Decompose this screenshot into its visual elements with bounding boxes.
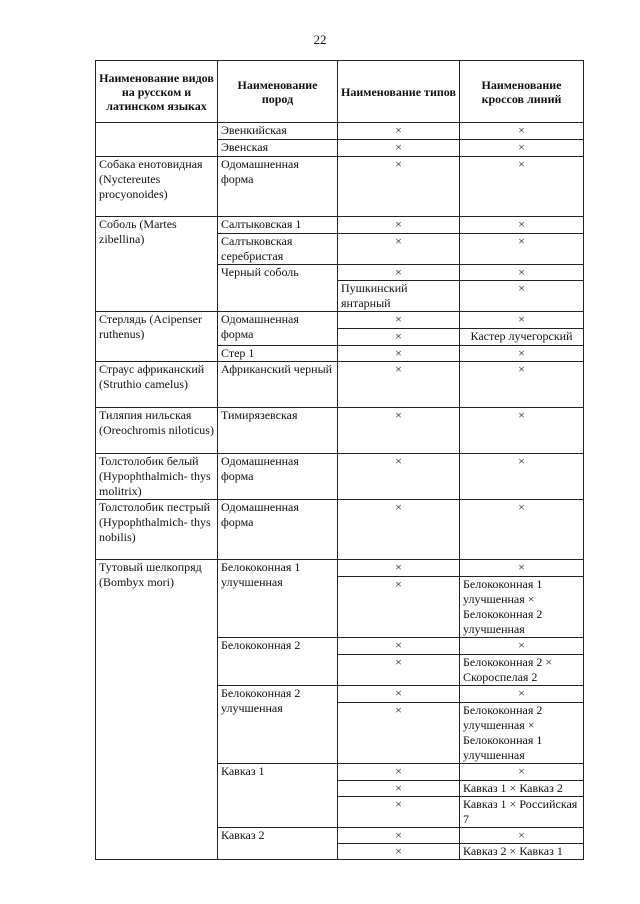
species-cell: Толстолобик белый (Hypophthalmich- thys molitrix) [96,454,218,500]
header-species: Наименование видов на русском и латинском языках [96,61,218,123]
type-mark: × [338,781,460,797]
type-mark: × [338,140,460,157]
cross-mark: × [460,217,584,234]
cross-cell: Белококонная 2 улучшенная × Белококонная 1 улучшенная [460,703,584,764]
breed-cell: Кавказ 1 [218,764,338,828]
type-mark: × [338,686,460,703]
cross-mark: × [460,157,584,217]
table-row [96,560,584,577]
breed-cell: Стер 1 [218,346,338,362]
species-cell: Страус африканский (Struthio camelus) [96,362,218,408]
cross-mark: × [460,560,584,577]
cross-cell: Белококонная 2 × Скороспелая 2 [460,655,584,686]
type-mark: × [338,329,460,346]
cross-mark: × [460,454,584,500]
table-row [96,217,584,234]
type-mark: × [338,346,460,362]
type-mark: × [338,234,460,265]
cross-mark: × [460,123,584,140]
table-row [96,408,584,454]
page-number: 22 [313,32,327,47]
species-cell-empty [96,123,218,157]
breed-cell: Одомашненная форма [218,312,338,346]
cross-cell: Кавказ 1 × Российская 7 [460,797,584,828]
type-mark: × [338,500,460,560]
cross-mark: × [460,500,584,560]
cross-cell: Кавказ 2 × Кавказ 1 [460,844,584,860]
breed-cell: Салтыковская 1 [218,217,338,234]
type-mark: × [338,123,460,140]
breed-cell: Африканский черный [218,362,338,408]
species-cell: Собака енотовидная (Nyctereutes procyonoides) [96,157,218,217]
breed-cell: Эвенкийская [218,123,338,140]
cross-mark: × [460,265,584,281]
table-row [96,362,584,408]
species-cell: Тутовый шелкопряд (Bombyx mori) [96,560,218,860]
cross-cell: Кавказ 1 × Кавказ 2 [460,781,584,797]
type-mark: × [338,454,460,500]
type-mark: × [338,764,460,781]
table-row [96,454,584,500]
breed-cell: Белококонная 2 улучшенная [218,686,338,764]
breed-cell: Белококонная 2 [218,638,338,686]
cross-mark: × [460,281,584,312]
breeds-table [95,60,584,860]
type-mark: × [338,655,460,686]
header-types: Наименование типов [338,61,460,123]
table-row [96,123,584,140]
cross-mark: × [460,312,584,329]
type-mark: × [338,844,460,860]
type-mark: × [338,828,460,844]
species-cell: Соболь (Martes zibellina) [96,217,218,312]
breed-cell: Эвенская [218,140,338,157]
breed-cell: Салтыковская серебристая [218,234,338,265]
cross-mark: × [460,140,584,157]
cross-mark: × [460,764,584,781]
species-cell: Тиляпия нильская (Oreochromis niloticus) [96,408,218,454]
type-mark: × [338,157,460,217]
cross-mark: × [460,408,584,454]
breed-cell: Тимирязевская [218,408,338,454]
table-row [96,312,584,329]
breed-cell: Одомашненная форма [218,157,338,217]
species-cell: Толстолобик пестрый (Hypophthalmich- thys nobilis) [96,500,218,560]
table-row [96,157,584,217]
cross-mark: × [460,362,584,408]
cross-mark: × [460,234,584,265]
header-crosses: Наименование кроссов линий [460,61,584,123]
cross-mark: × [460,638,584,655]
table-row [96,500,584,560]
header-breeds: Наименование пород [218,61,338,123]
table-header-row [96,61,584,123]
type-mark: × [338,408,460,454]
type-mark: × [338,217,460,234]
type-mark: × [338,638,460,655]
cross-cell: Белококонная 1 улучшенная × Белококонная 2 улучшенная [460,577,584,638]
type-mark: × [338,560,460,577]
type-mark: × [338,703,460,764]
type-mark: × [338,265,460,281]
type-mark: × [338,362,460,408]
breed-cell: Черный соболь [218,265,338,312]
breed-cell: Белококонная 1 улучшенная [218,560,338,638]
cross-mark: × [460,346,584,362]
type-mark: × [338,797,460,828]
type-mark: × [338,577,460,638]
type-cell: Пушкинский янтарный [338,281,460,312]
breed-cell: Одомашненная форма [218,454,338,500]
type-mark: × [338,312,460,329]
species-cell: Стерлядь (Acipenser ruthenus) [96,312,218,362]
cross-mark: × [460,686,584,703]
cross-mark: × [460,828,584,844]
breed-cell: Кавказ 2 [218,828,338,860]
cross-cell: Кастер лучегорский [460,329,584,346]
breed-cell: Одомашненная форма [218,500,338,560]
